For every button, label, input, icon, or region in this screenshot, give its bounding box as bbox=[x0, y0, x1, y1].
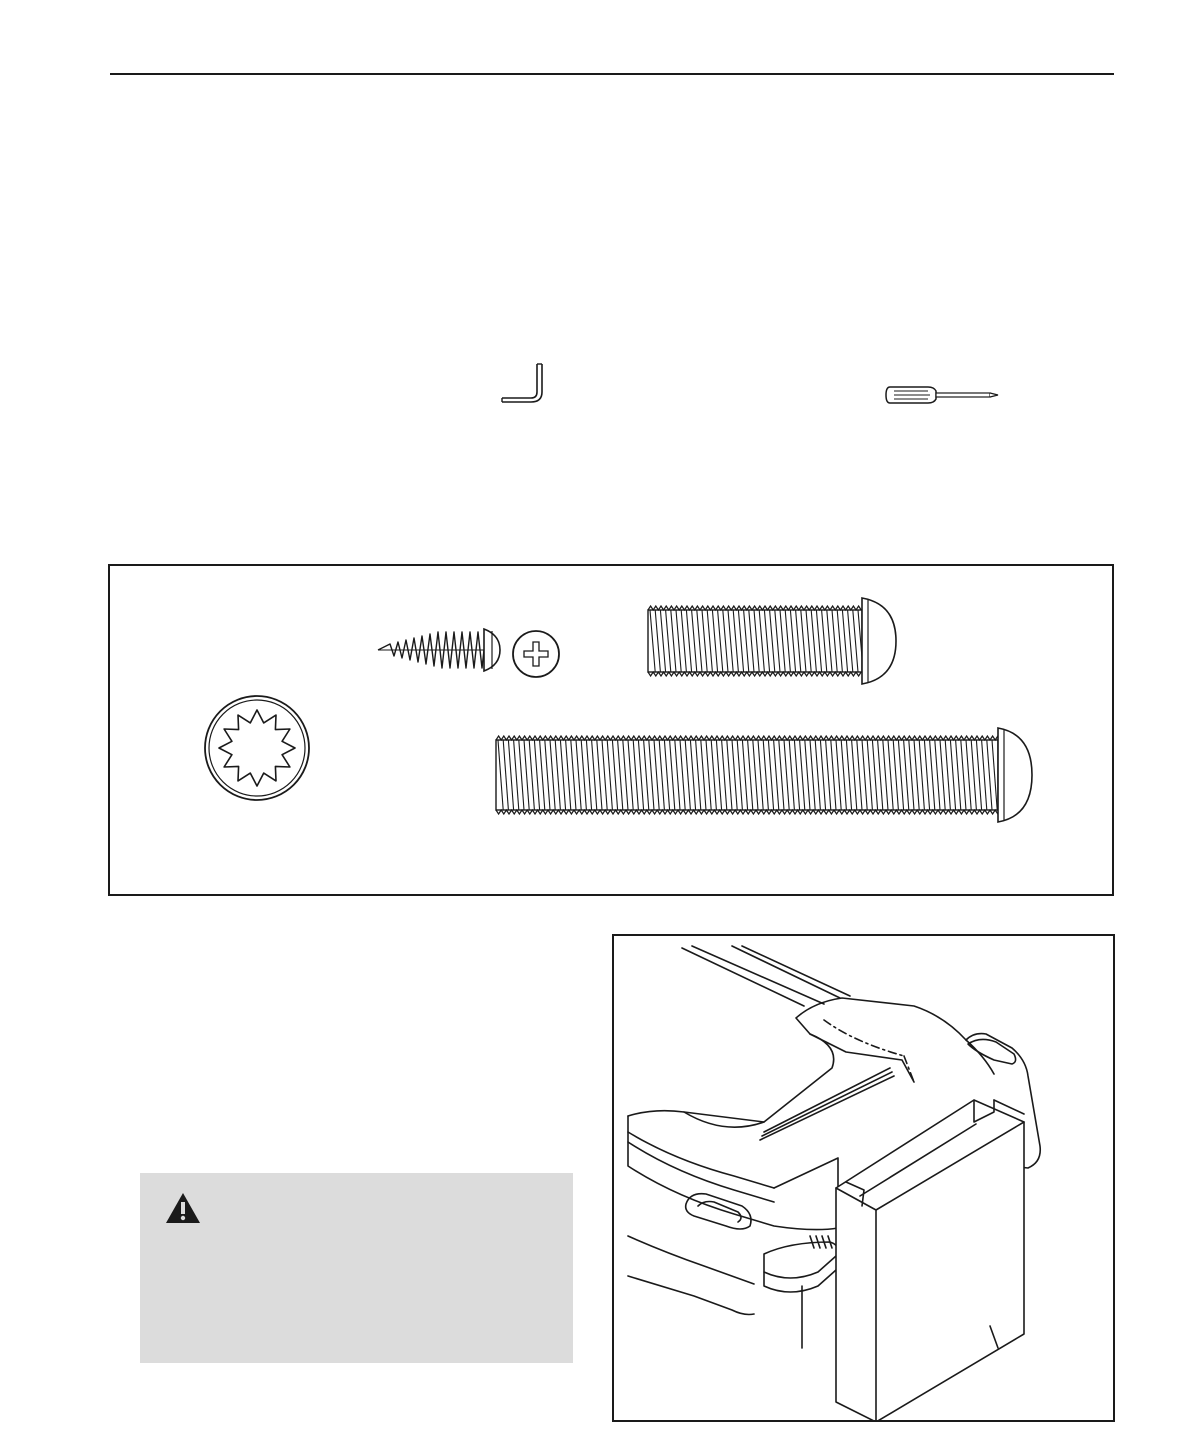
phillips-screwdriver-icon bbox=[884, 384, 1002, 406]
treadmill-base-with-cover-illustration bbox=[614, 936, 1114, 1422]
warning-triangle-icon bbox=[164, 1191, 202, 1225]
phillips-head-end-view-icon bbox=[510, 628, 562, 680]
short-button-bolt-icon bbox=[646, 596, 906, 692]
top-rule bbox=[110, 73, 1114, 75]
long-button-bolt-icon bbox=[494, 726, 1036, 832]
star-washer-icon bbox=[202, 693, 312, 803]
phillips-screw-icon bbox=[374, 623, 504, 677]
warning-panel bbox=[140, 1173, 573, 1363]
hardware-panel bbox=[108, 564, 1114, 896]
treadmill-figure-panel bbox=[612, 934, 1115, 1422]
hex-key-icon bbox=[500, 362, 556, 404]
